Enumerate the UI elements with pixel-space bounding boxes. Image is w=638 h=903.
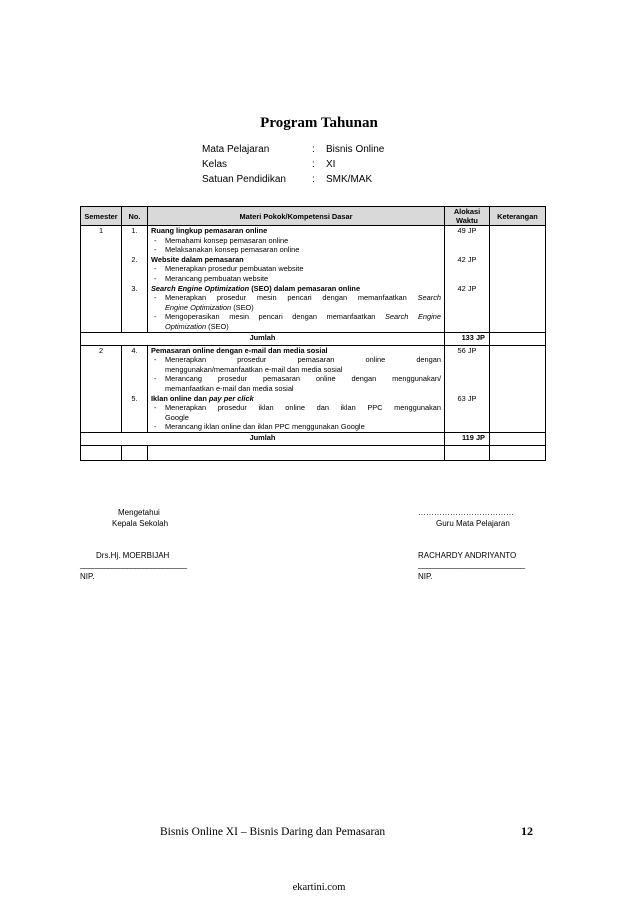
signature-right-rule: ___________________________ [418, 560, 525, 569]
item-title: Website dalam pemasaran [151, 254, 244, 264]
meta-colon: : [312, 144, 315, 155]
number-cell [122, 345, 148, 432]
item-title: Ruang lingkup pemasaran online [151, 226, 268, 235]
sub-text: Melaksanakan konsep pemasaran online [165, 245, 300, 255]
item-number: 5. [131, 393, 138, 403]
header-semester: Semester [81, 207, 122, 226]
sub-text: Memahami konsep pemasaran online [165, 235, 289, 245]
signature-right-line2: Guru Mata Pelajaran [436, 519, 510, 528]
source-caption: ekartini.com [292, 882, 346, 893]
meta-row-class [202, 157, 384, 172]
keterangan-cell [490, 226, 546, 333]
meta-value: XI [326, 159, 336, 170]
item-number: 4. [131, 345, 138, 355]
total-value: 119 JP [445, 432, 490, 445]
item-title: Iklan online dan pay per click [151, 393, 254, 403]
page-title: Program Tahunan [260, 115, 378, 131]
total-keterangan [490, 432, 546, 445]
header-keterangan: Keterangan [490, 207, 546, 226]
time-value: 49 JP [457, 226, 477, 235]
sub-text: Merancang pembuatan website [165, 273, 269, 283]
total-row [81, 332, 546, 345]
materi-cell [148, 226, 445, 333]
semester-cell [81, 345, 122, 432]
list-item: - Melaksanakan konsep pemasaran online [151, 245, 441, 255]
item-number: 2. [131, 254, 138, 264]
signature-left-name: Drs.Hj. MOERBIJAH [96, 551, 170, 560]
list-item: - Menerapkan prosedur iklan online dan iklan PPC menggunakan [154, 403, 441, 413]
sub-text: menggunakan/memanfaatkan e-mail dan media sosial [165, 364, 343, 374]
total-row [81, 432, 546, 445]
signature-right-name: RACHARDY ANDRIYANTO [418, 551, 517, 560]
list-item: - Mengoperasikan mesin pencari dengan memanfaatkan Search Engine [154, 312, 441, 322]
meta-row-subject [202, 142, 384, 157]
list-item: - Menerapkan prosedur mesin pencari dengan memanfaatkan Search [154, 293, 441, 303]
sub-text: Merancang prosedur pemasaran online dengan menggunakan/ [165, 374, 441, 384]
list-item: - Menerapkan prosedur pemasaran online dengan [154, 355, 441, 365]
list-item-continued: Optimization (SEO) [165, 321, 229, 331]
time-cell [445, 226, 490, 333]
time-value: 63 JP [457, 393, 477, 403]
header-alokasi [445, 207, 490, 226]
meta-colon: : [312, 174, 315, 185]
time-value: 42 JP [457, 283, 477, 293]
total-label: Jumlah [81, 332, 445, 345]
sub-text: Menerapkan prosedur mesin pencari dengan memanfaatkan Search [165, 293, 441, 303]
table-row [81, 345, 546, 432]
sub-text: Google [165, 412, 189, 422]
total-keterangan [490, 332, 546, 345]
signature-left-line2: Kepala Sekolah [112, 519, 169, 528]
list-item: - Memahami konsep pemasaran online [151, 236, 441, 246]
sub-text: Menerapkan prosedur iklan online dan iklan PPC menggunakan [165, 403, 441, 413]
semester-cell [81, 226, 122, 333]
signature-right-title [418, 507, 548, 529]
signature-right-line1: ……………………………… [418, 508, 514, 517]
signature-left-nip: NIP. [80, 572, 95, 581]
number-cell [122, 226, 148, 333]
program-table [80, 206, 546, 461]
meta-value: Bisnis Online [326, 144, 385, 155]
list-item-continued [151, 365, 441, 375]
time-cell [445, 345, 490, 432]
item-title: Search Engine Optimization (SEO) dalam pemasaran online [151, 283, 361, 293]
table-row [81, 226, 546, 333]
table-spacer-row [81, 445, 546, 460]
table-header-row [81, 207, 546, 226]
list-item: - Merancang prosedur pemasaran online dengan menggunakan/ [154, 374, 441, 384]
sub-text: Menerapkan prosedur pemasaran online dengan [165, 355, 441, 365]
total-value: 133 JP [445, 332, 490, 345]
item-title: Pemasaran online dengan e-mail dan media sosial [151, 345, 328, 355]
total-label: Jumlah [81, 432, 445, 445]
header-alokasi-line2: Waktu [456, 216, 478, 225]
item-number: 1. [131, 226, 138, 235]
sub-text: Mengoperasikan mesin pencari dengan memanfaatkan Search Engine [165, 312, 441, 322]
footer-text: Bisnis Online XI – Bisnis Daring dan Pemasaran [160, 826, 386, 838]
signature-left-line1: Mengetahui [118, 508, 160, 517]
list-item: - Merancang pembuatan website [151, 274, 441, 284]
semester-value: 2 [98, 345, 104, 355]
time-value: 56 JP [457, 345, 477, 355]
signature-left-title [112, 507, 238, 529]
time-value: 42 JP [457, 254, 477, 264]
meta-label: Mata Pelajaran [202, 144, 270, 155]
sub-text: memanfaatkan e-mail dan media sosial [165, 383, 294, 393]
document-meta [202, 142, 384, 187]
item-number: 3. [131, 283, 138, 293]
page-number: 12 [521, 824, 533, 838]
meta-value: SMK/MAK [326, 174, 373, 185]
materi-cell [148, 345, 445, 432]
semester-value: 1 [98, 226, 104, 235]
sub-text: Merancang iklan online dan iklan PPC menggunakan Google [165, 422, 365, 432]
sub-text: Menerapkan prosedur pembuatan website [165, 264, 304, 274]
list-item: - Menerapkan prosedur pembuatan website [151, 264, 441, 274]
signature-right-nip: NIP. [418, 572, 433, 581]
list-item: - Merancang iklan online dan iklan PPC menggunakan Google [151, 422, 441, 432]
header-alokasi-line1: Alokasi [453, 207, 481, 216]
header-materi: Materi Pokok/Kompetensi Dasar [148, 207, 445, 226]
meta-label: Kelas [202, 159, 228, 170]
meta-row-unit [202, 172, 384, 187]
signature-left-rule: ___________________________ [80, 560, 187, 569]
header-no: No. [122, 207, 148, 226]
list-item-continued [151, 384, 441, 394]
list-item-continued: Engine Optimization (SEO) [165, 302, 254, 312]
keterangan-cell [490, 345, 546, 432]
list-item-continued [151, 413, 441, 423]
meta-label: Satuan Pendidikan [202, 174, 286, 185]
meta-colon: : [312, 159, 315, 170]
